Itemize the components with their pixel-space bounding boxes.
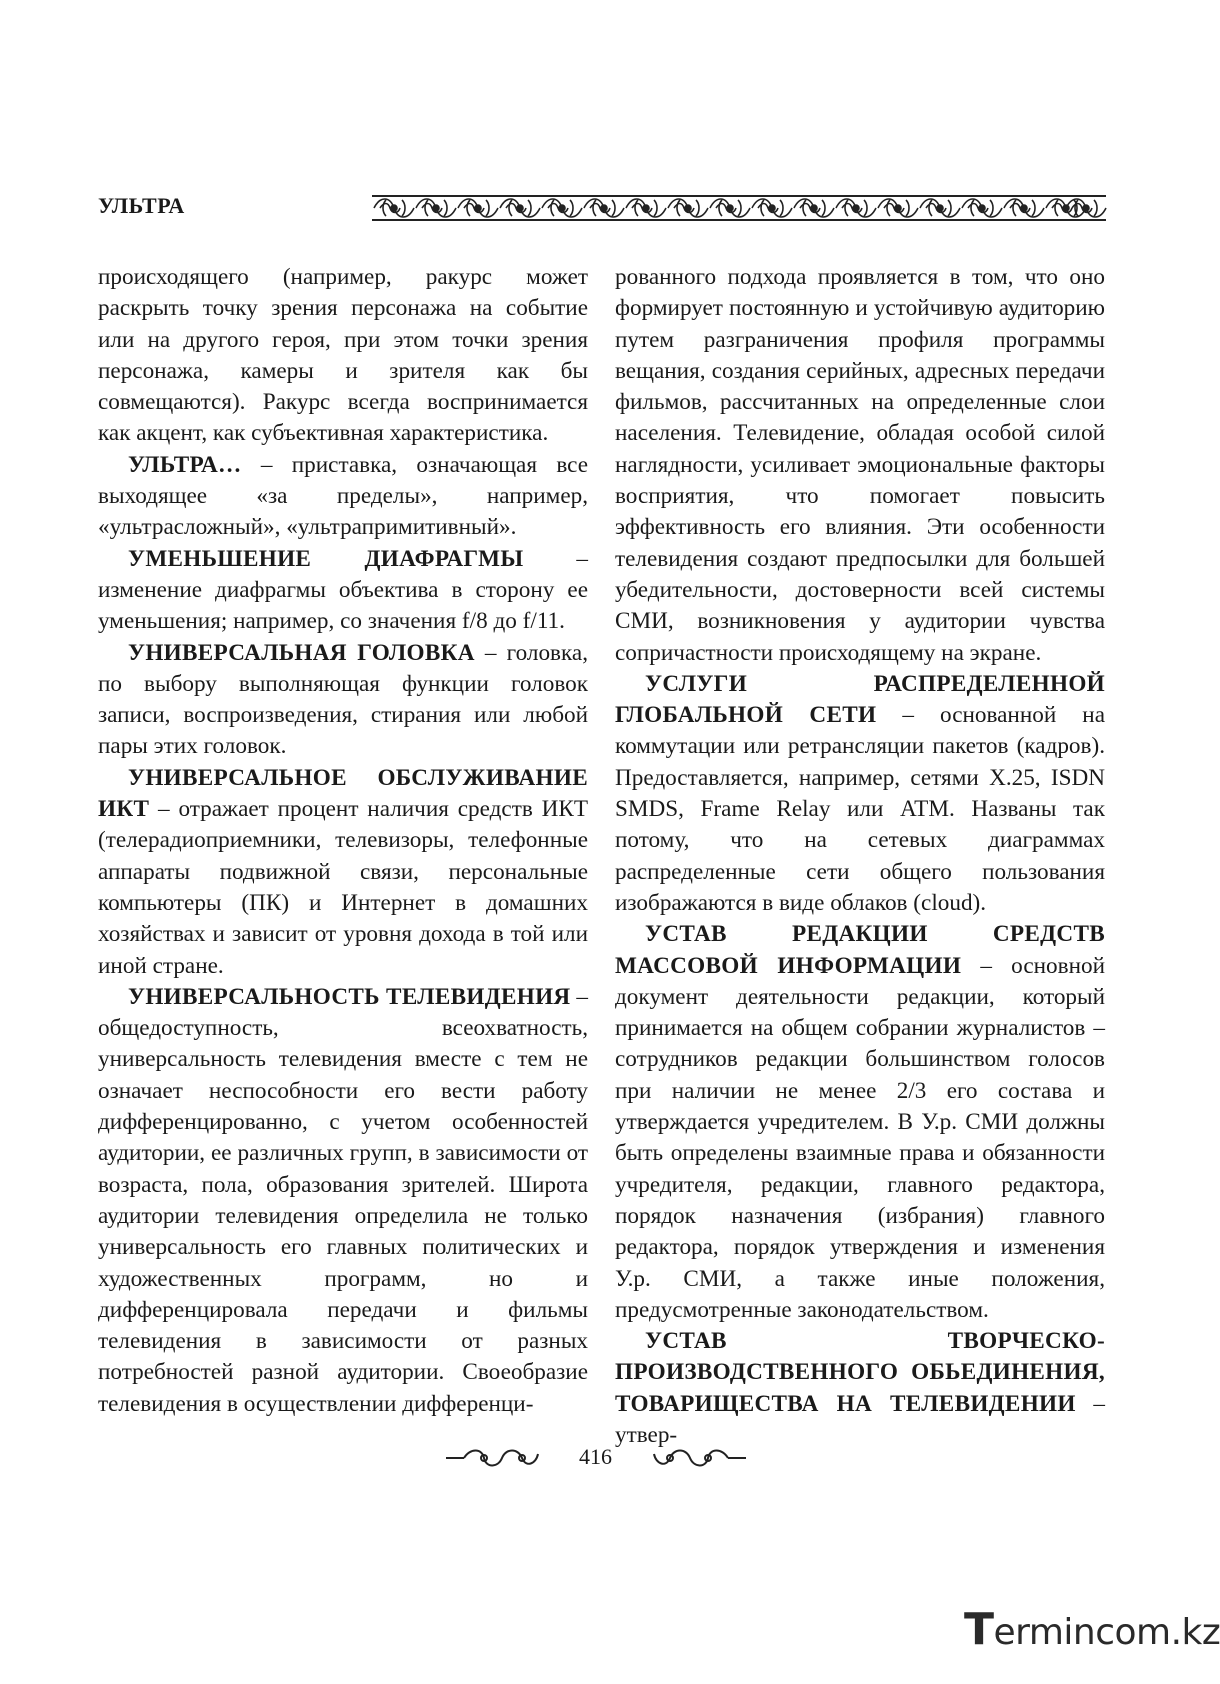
entry-definition: – общедоступность, всеохватность, универсальность телевидения вместе с тем не означает неспособности его вести работу дифференцированно, с учетом особенностей аудитории, ее различных групп, в зависимости от возраста, пола, образования зрителей. Широта аудитории телевидения определила не только универсальность его главных политических и художественных программ, но и дифференцировала передачи и фильмы телевидения в зависимости от разных потребностей разной аудитории. Своеобразие телевидения в осуществлении дифференци- xyxy=(98,983,589,1417)
entry-term: УСЛУГИ РАСПРЕДЕЛЕННОЙ ГЛОБАЛЬНОЙ СЕТИ xyxy=(615,670,1105,729)
dictionary-entry xyxy=(98,982,588,1420)
dictionary-entry xyxy=(615,669,1105,919)
entry-definition: – утвер- xyxy=(615,1390,1105,1448)
entry-term: УСТАВ ТВОРЧЕСКО-ПРОИЗВОДСТВЕННОГО ОБЬЕДИНЕНИЯ, ТОВАРИЩЕСТВА НА ТЕЛЕВИДЕНИИ xyxy=(615,1328,1105,1417)
site-watermark: Termincom.kz xyxy=(964,1604,1220,1655)
entry-term: УМЕНЬШЕНИЕ ДИАФРАГМЫ xyxy=(128,545,524,572)
dictionary-entry xyxy=(615,919,1105,1326)
dictionary-entry xyxy=(98,763,588,982)
entry-definition: – отражает процент наличия средств ИКТ (телерадиоприемники, телевизоры, телефонные аппараты подвижной связи, персональные компьютеры (ПК) и Интернет в домашних хозяйствах и зависит от уровня дохода в той или иной стране. xyxy=(98,796,588,979)
entry-term: УНИВЕРСАЛЬНОСТЬ ТЕЛЕВИДЕНИЯ xyxy=(128,983,571,1010)
entry-definition: – изменение диафрагмы объектива в сторону ее уменьшения; например, со значения f/8 до f/11. xyxy=(98,545,588,635)
right-column xyxy=(615,262,1105,1451)
running-header-title: УЛЬТРА xyxy=(98,193,185,218)
footer-ornament-right xyxy=(652,1446,748,1470)
entry-definition: – головка, по выбору выполняющая функции головок записи, воспроизведения, стирания или любой пары этих головок. xyxy=(98,639,588,760)
entry-term: УНИВЕРСАЛЬНОЕ ОБСЛУЖИВАНИЕ ИКТ xyxy=(98,764,588,823)
entry-definition: – основанной на коммутации или ретрансляции пакетов (кадров). Предоставляется, например, сетями X.25, ISDN SMDS, Frame Relay или ATM. Названы так потому, что на сетевых диаграммах распределенные сети общего пользования изображаются в виде облаков (cloud). xyxy=(615,702,1106,916)
continued-paragraph: происходящего (например, ракурс может раскрыть точку зрения персонажа на событие или на другого героя, при этом точки зрения персонажа, камеры и зрителя как бы совмещаются). Ракурс всегда воспринимается как акцент, как субъективная характеристика. xyxy=(98,264,588,447)
entry-term: УЛЬТРА… xyxy=(128,451,242,478)
entry-term: УНИВЕРСАЛЬНАЯ ГОЛОВКА xyxy=(128,639,475,666)
page-number: 416 xyxy=(579,1444,612,1469)
dictionary-entry xyxy=(615,1326,1105,1451)
dictionary-entry xyxy=(98,450,588,544)
continued-paragraph: рованного подхода проявляется в том, что оно формирует постоянную и устойчивую аудиторию путем разграничения профиля программы вещания, создания серийных, адресных передачи фильмов, рассчитанных на определенные слои населения. Телевидение, обладая особой силой наглядности, усиливает эмоциональные факторы восприятия, что помогает повысить эффективность его влияния. Эти особенности телевидения создают предпосылки для большей убедительности, достоверности всей системы СМИ, возникновения у аудитории чувства сопричастности происходящему на экране. xyxy=(615,264,1105,666)
header-ornament xyxy=(372,194,1106,222)
left-column xyxy=(98,262,588,1420)
entry-term: УСТАВ РЕДАКЦИИ СРЕДСТВ МАССОВОЙ ИНФОРМАЦИИ xyxy=(615,921,1105,979)
dictionary-entry xyxy=(98,638,588,763)
entry-definition: – основной документ деятельности редакции, который принимается на общем собрании журналистов – сотрудников редакции большинством голосов при наличии не менее 2/3 его состава и утверждается учредителем. В У.р. СМИ должны быть определены взаимные права и обязанности учредителя, редакции, главного редактора, порядок назначения (избрания) главного редактора, порядок утверждения и изменения У.р. СМИ, а также иные положения, предусмотренные законодательством. xyxy=(615,952,1105,1323)
entry-definition: – приставка, означающая все выходящее «за пределы», например, «ультрасложный», «ультрапримитивный». xyxy=(98,451,588,541)
dictionary-entry xyxy=(98,544,588,638)
